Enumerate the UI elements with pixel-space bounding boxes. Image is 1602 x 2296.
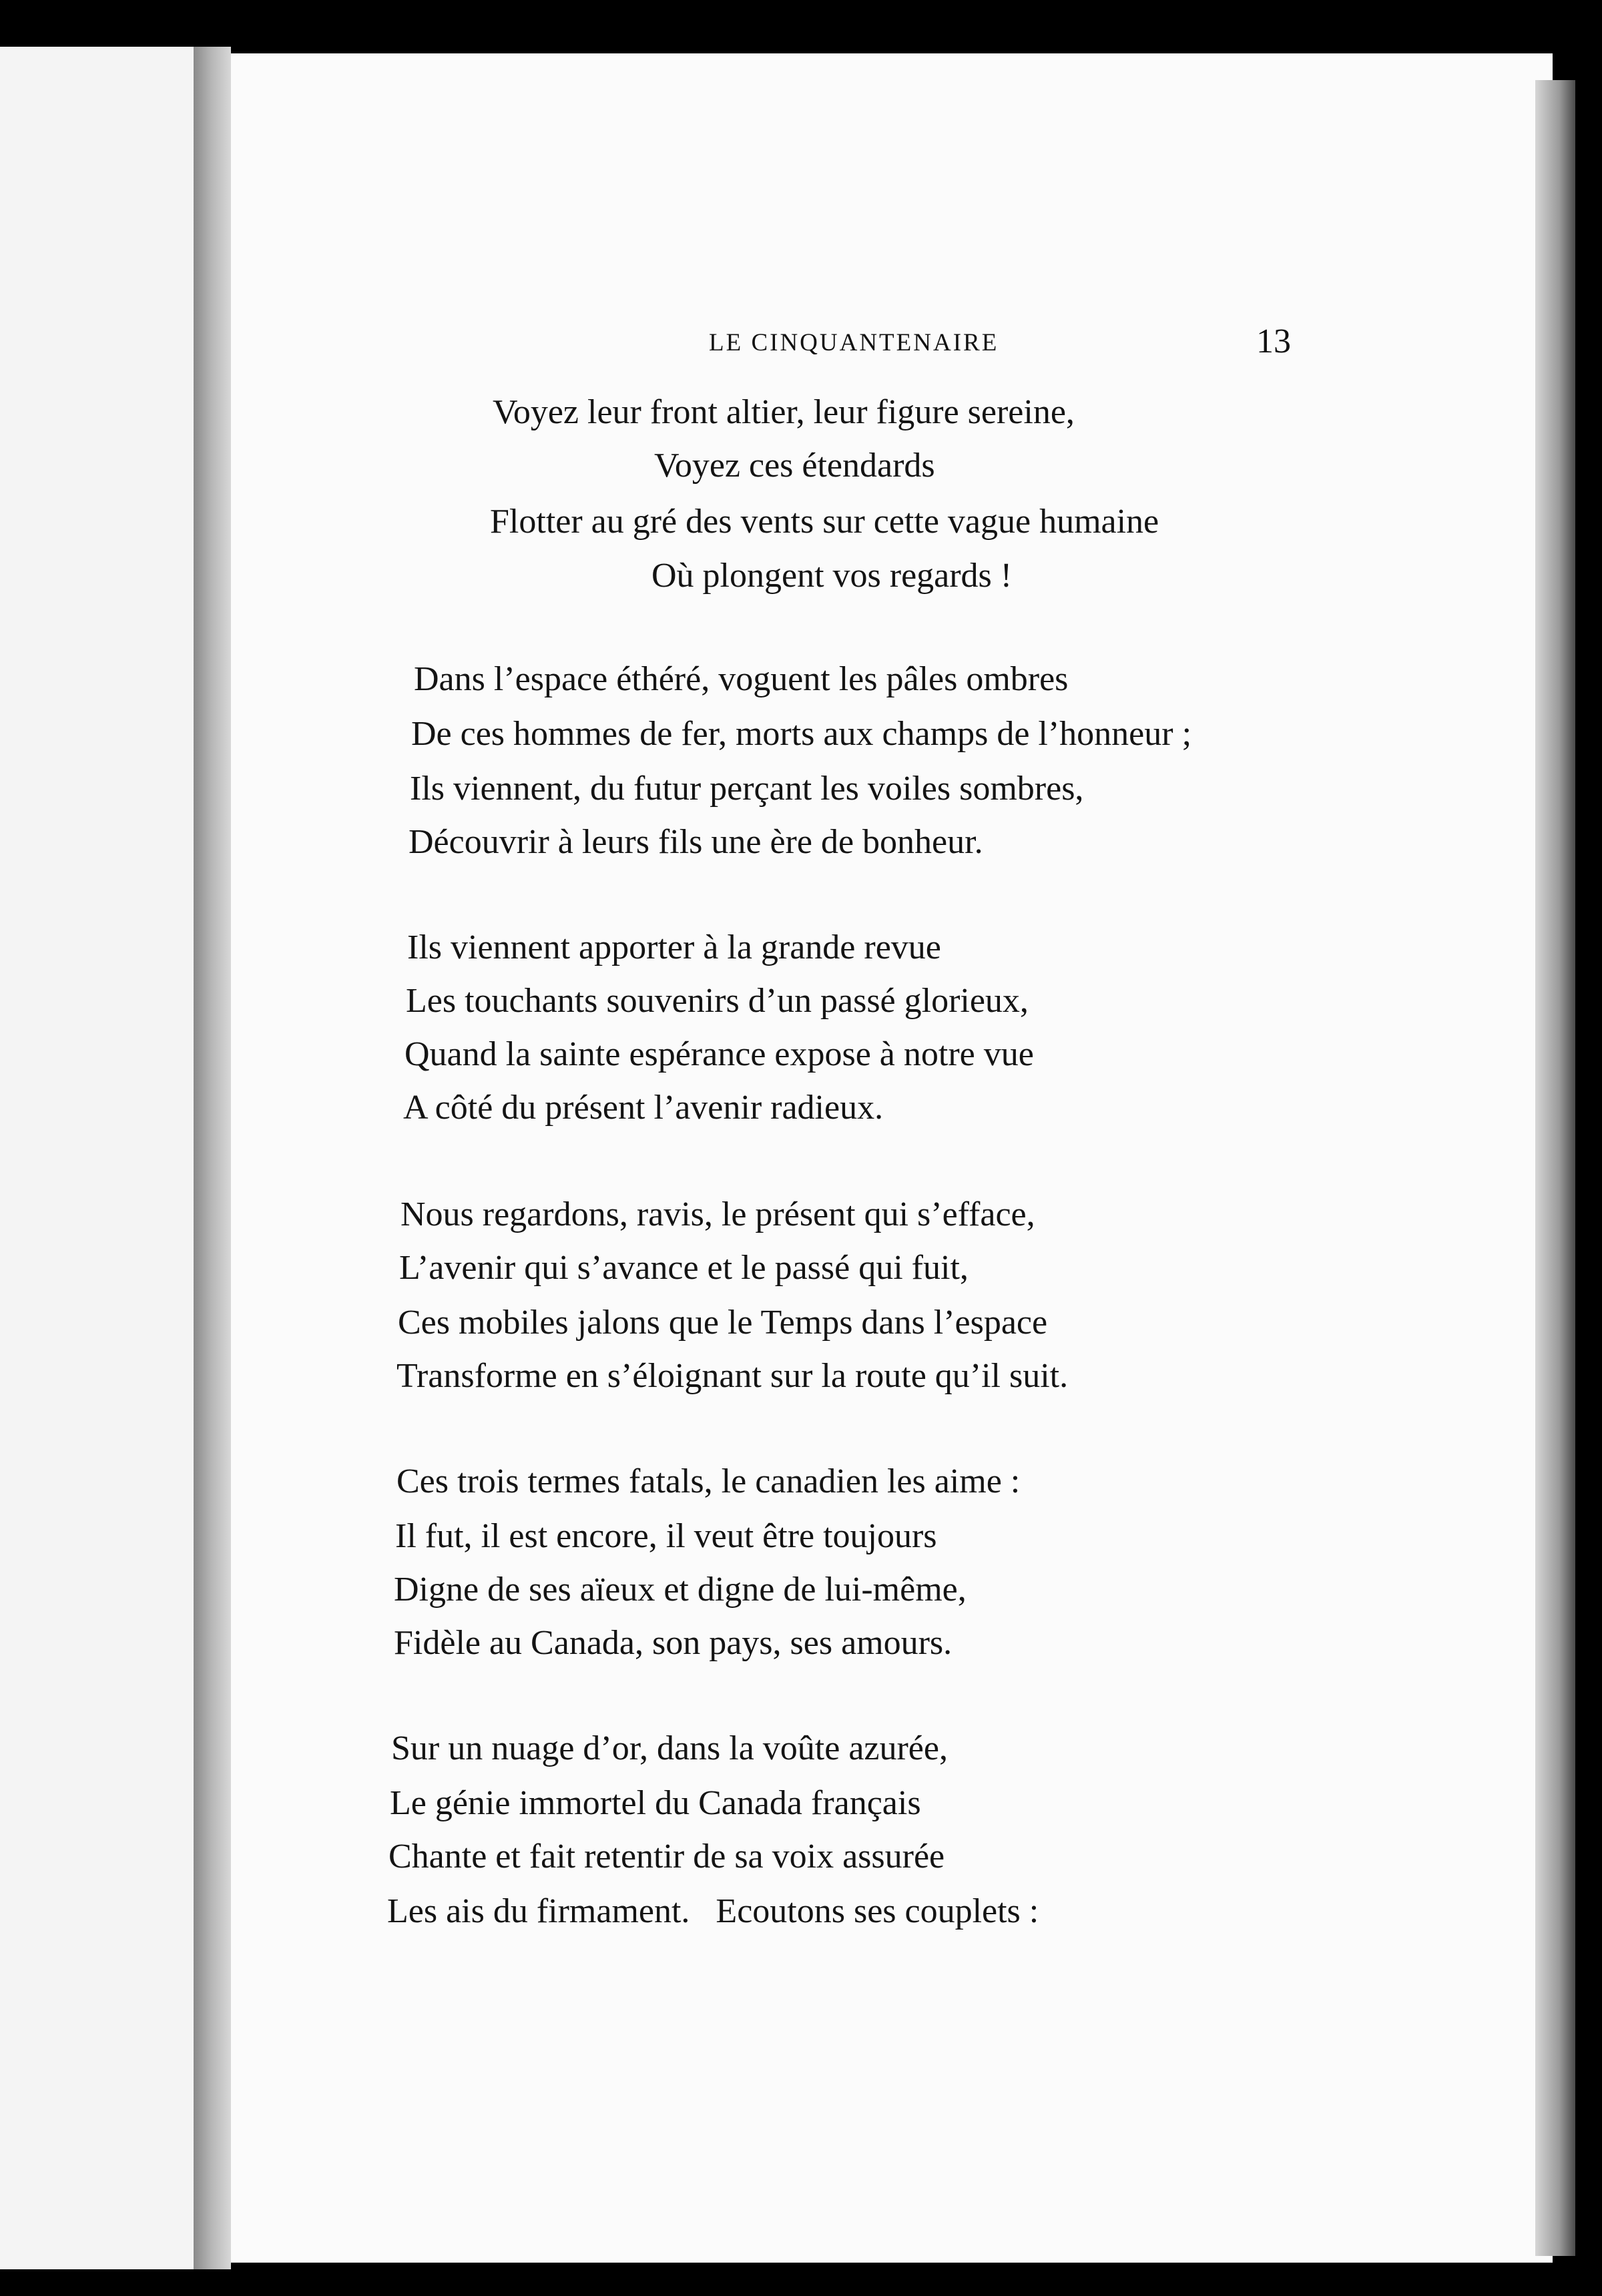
poem-line: Nous regardons, ravis, le présent qui s’efface, [400,1195,1035,1233]
poem-line: Voyez ces étendards [654,447,935,485]
poem-line: Ils viennent apporter à la grande revue [407,928,941,966]
page-number: 13 [1256,322,1291,360]
poem-line: Digne de ses aïeux et digne de lui-même, [394,1570,967,1609]
poem-line: Les touchants souvenirs d’un passé glorieux, [406,982,1029,1020]
poem-line: Chante et fait retentir de sa voix assurée [388,1837,945,1876]
poem-line: Les ais du firmament. Ecoutons ses couplets : [387,1892,1039,1930]
poem-line: Il fut, il est encore, il veut être toujours [395,1517,937,1555]
poem-line: Où plongent vos regards ! [651,557,1013,595]
poem-line: Transforme en s’éloignant sur la route qu’il suit. [396,1357,1069,1395]
running-title: LE CINQUANTENAIRE [709,329,999,356]
poem-line: Fidèle au Canada, son pays, ses amours. [394,1624,953,1662]
poem-line: Voyez leur front altier, leur figure sereine, [493,393,1075,431]
poem-line: Le génie immortel du Canada français [390,1784,921,1822]
poem-line: Ces mobiles jalons que le Temps dans l’espace [398,1304,1048,1342]
poem-line: Flotter au gré des vents sur cette vague humaine [490,503,1159,541]
poem-line: Ces trois termes fatals, le canadien les aime : [396,1462,1021,1500]
poem-line: Sur un nuage d’or, dans la voûte azurée, [391,1729,948,1767]
poem-line: L’avenir qui s’avance et le passé qui fuit, [399,1249,969,1287]
poem-line: Dans l’espace éthéré, voguent les pâles ombres [414,660,1069,698]
poem-line: Quand la sainte espérance expose à notre vue [405,1035,1034,1073]
poem-line: Ils viennent, du futur perçant les voiles sombres, [410,770,1084,808]
poem-line: Découvrir à leurs fils une ère de bonheur. [409,823,983,861]
poem-line: De ces hommes de fer, morts aux champs de l’honneur ; [411,715,1192,753]
poem-line: A côté du présent l’avenir radieux. [403,1089,884,1127]
